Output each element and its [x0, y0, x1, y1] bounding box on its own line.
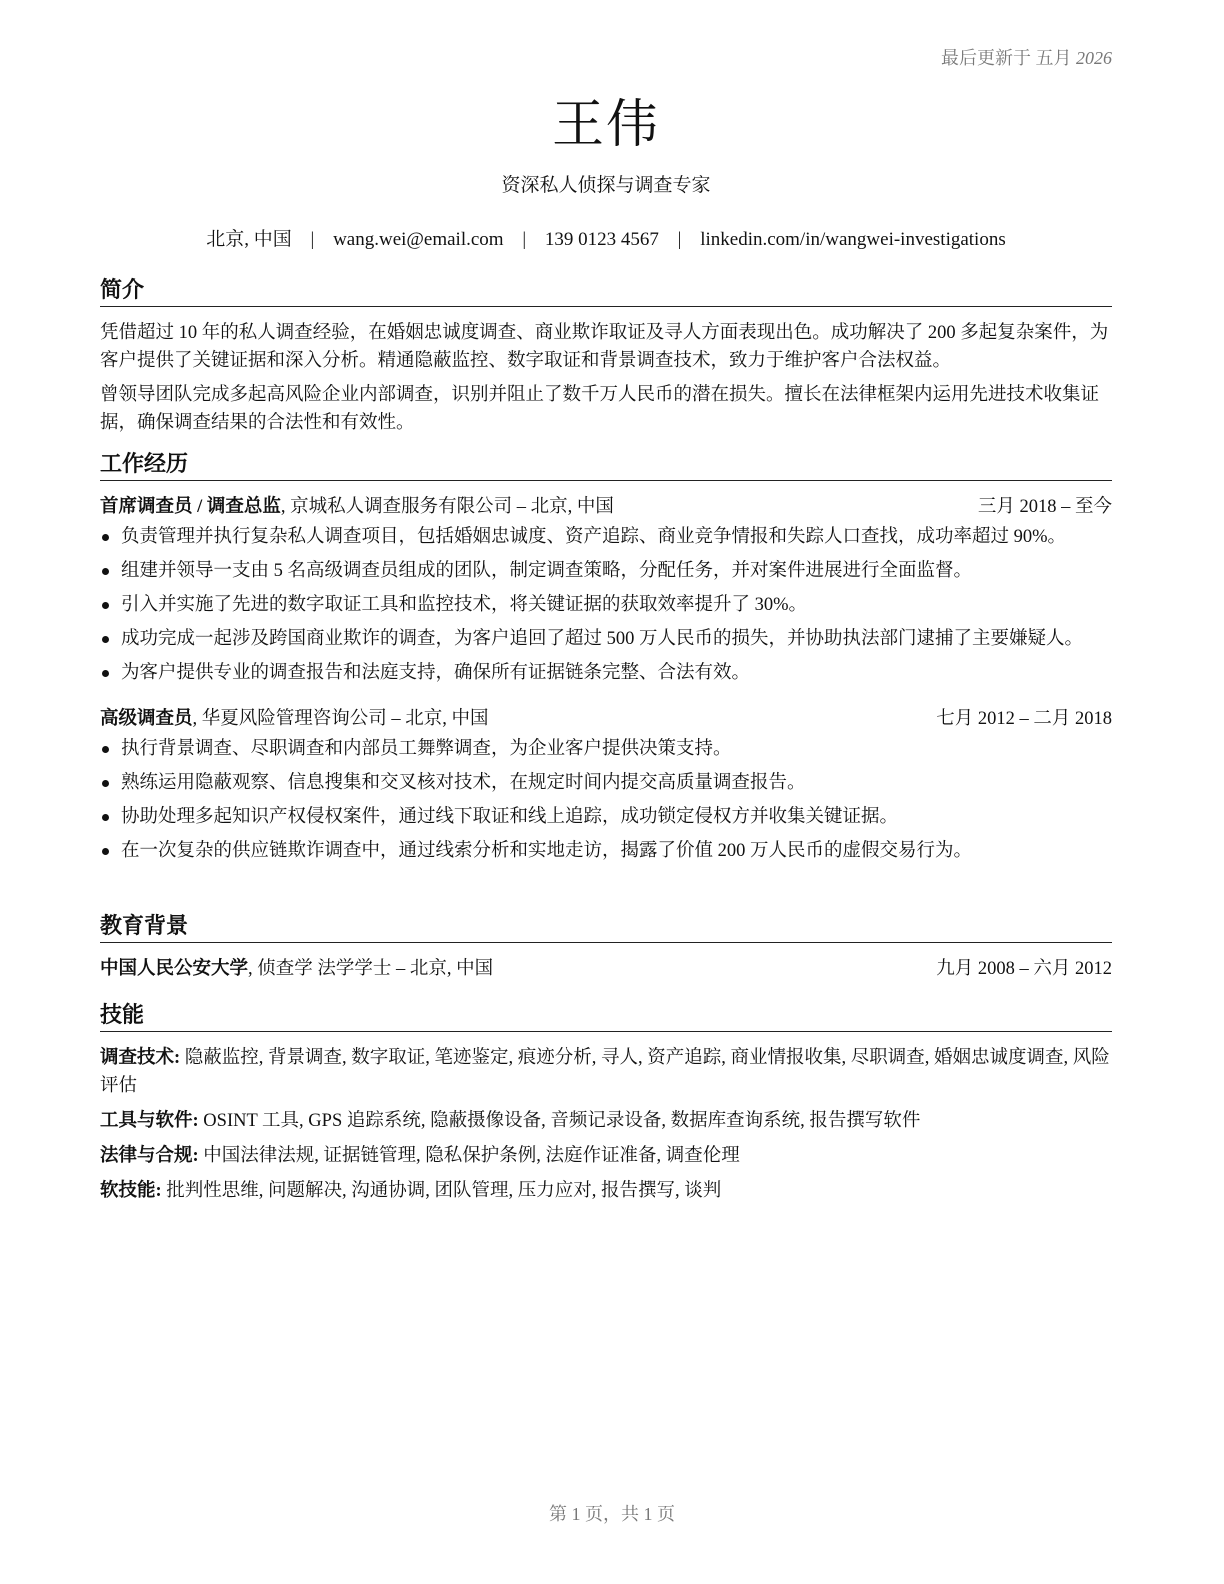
- list-item: [100, 837, 1112, 865]
- bullet-text: 熟练运用隐蔽观察、信息搜集和交叉核对技术，在规定时间内提交高质量调查报告。: [121, 773, 806, 793]
- list-item: [100, 769, 1112, 797]
- bullet-text: 组建并领导一支由 5 名高级调查员组成的团队，制定调查策略，分配任务，并对案件进展进行全面监督。: [121, 561, 973, 581]
- bullet-text: 协助处理多起知识产权侵权案件，通过线下取证和线上追踪，成功锁定侵权方并收集关键证据。: [121, 807, 899, 827]
- job-role: 高级调查员: [100, 709, 193, 729]
- skill-value: OSINT 工具, GPS 追踪系统, 隐蔽摄像设备, 音频记录设备, 数据库查询系统, 报告撰写软件: [198, 1111, 921, 1131]
- skill-row: [100, 1107, 1112, 1135]
- bullet-text: 负责管理并执行复杂私人调查项目，包括婚姻忠诚度、资产追踪、商业竞争情报和失踪人口查找，成功率超过 90%。: [121, 527, 1067, 547]
- summary-title: 简介: [100, 277, 1112, 307]
- contact-email[interactable]: wang.wei@email.com: [333, 229, 504, 250]
- skills-title: 技能: [100, 1002, 1112, 1032]
- skill-label: 工具与软件:: [100, 1111, 199, 1131]
- bullet-icon: [102, 670, 109, 677]
- contact-linkedin[interactable]: linkedin.com/in/wangwei-investigations: [700, 229, 1006, 250]
- bullet-text: 执行背景调查、尽职调查和内部员工舞弊调查，为企业客户提供决策支持。: [121, 739, 732, 759]
- job-dates: 七月 2012 – 二月 2018: [936, 709, 1112, 729]
- list-item: [100, 523, 1112, 551]
- job-header: [100, 705, 1112, 733]
- education-section: [100, 913, 1112, 983]
- education-title: 教育背景: [100, 913, 1112, 943]
- job-bullets: [100, 523, 1112, 687]
- bullet-icon: [102, 568, 109, 575]
- job-role-org: [100, 705, 489, 733]
- contact-phone: 139 0123 4567: [544, 229, 659, 250]
- job-header: [100, 493, 1112, 521]
- bullet-icon: [102, 534, 109, 541]
- education-entry: [100, 955, 1112, 983]
- candidate-name: 王伟: [551, 95, 660, 155]
- bullet-text: 成功完成一起涉及跨国商业欺诈的调查，为客户追回了超过 500 万人民币的损失，并协助执法部门逮捕了主要嫌疑人。: [121, 629, 1084, 649]
- bullet-icon: [102, 636, 109, 643]
- resume-page: [100, 0, 1112, 1584]
- bullet-icon: [102, 848, 109, 855]
- contact-separator: |: [522, 229, 527, 250]
- skill-row: [100, 1142, 1112, 1170]
- skill-row: [100, 1044, 1112, 1100]
- contact-separator: |: [677, 229, 682, 250]
- bullet-text: 引入并实施了先进的数字取证工具和监控技术，将关键证据的获取效率提升了 30%。: [121, 595, 808, 615]
- summary-paragraph: 凭借超过 10 年的私人调查经验，在婚姻忠诚度调查、商业欺诈取证及寻人方面表现出色。成功解决了 200 多起复杂案件，为客户提供了关键证据和深入分析。精通隐蔽监控、数字取证和背景调查技术，致力于维护客户合法权益。: [100, 323, 1109, 371]
- job-role: 首席调查员 / 调查总监: [100, 497, 281, 517]
- list-item: [100, 557, 1112, 585]
- last-updated-year: 2026: [1076, 48, 1112, 68]
- education-detail: , 侦查学 法学学士 – 北京, 中国: [248, 959, 494, 979]
- skill-value: 隐蔽监控, 背景调查, 数字取证, 笔迹鉴定, 痕迹分析, 寻人, 资产追踪, 商业情报收集, 尽职调查, 婚姻忠诚度调查, 风险评估: [100, 1048, 1110, 1096]
- skill-label: 调查技术:: [100, 1048, 181, 1068]
- bullet-icon: [102, 602, 109, 609]
- list-item: [100, 659, 1112, 687]
- list-item: [100, 625, 1112, 653]
- bullet-icon: [102, 746, 109, 753]
- contact-location: 北京, 中国: [206, 229, 292, 250]
- skills-section: [100, 1002, 1112, 1212]
- experience-section: [100, 451, 1112, 871]
- job-org: , 京城私人调查服务有限公司 – 北京, 中国: [280, 497, 614, 517]
- skill-value: 批判性思维, 问题解决, 沟通协调, 团队管理, 压力应对, 报告撰写, 谈判: [161, 1181, 722, 1201]
- experience-title: 工作经历: [100, 451, 1112, 481]
- education-school-detail: [100, 955, 493, 983]
- job-entry: [100, 705, 1112, 865]
- job-role-org: [100, 493, 614, 521]
- job-dates: 三月 2018 – 至今: [977, 497, 1112, 517]
- bullet-text: 在一次复杂的供应链欺诈调查中，通过线索分析和实地走访，揭露了价值 200 万人民币的虚假交易行为。: [121, 841, 973, 861]
- education-school: 中国人民公安大学: [100, 959, 249, 979]
- bullet-icon: [102, 814, 109, 821]
- job-bullets: [100, 735, 1112, 865]
- last-updated-label: 最后更新于 五月: [941, 48, 1072, 68]
- page-number: 第 1 页，共 1 页: [549, 1504, 675, 1524]
- job-entry: [100, 493, 1112, 687]
- bullet-text: 为客户提供专业的调查报告和法庭支持，确保所有证据链条完整、合法有效。: [121, 663, 751, 683]
- list-item: [100, 803, 1112, 831]
- list-item: [100, 735, 1112, 763]
- contact-separator: |: [310, 229, 315, 250]
- list-item: [100, 591, 1112, 619]
- candidate-headline: 资深私人侦探与调查专家: [501, 175, 711, 196]
- summary-paragraph: 曾领导团队完成多起高风险企业内部调查，识别并阻止了数千万人民币的潜在损失。擅长在法律框架内运用先进技术收集证据，确保调查结果的合法性和有效性。: [100, 385, 1100, 433]
- summary-section: [100, 277, 1112, 443]
- contact-line: [100, 224, 1112, 251]
- bullet-icon: [102, 780, 109, 787]
- skill-value: 中国法律法规, 证据链管理, 隐私保护条例, 法庭作证准备, 调查伦理: [198, 1146, 740, 1166]
- skill-row: [100, 1177, 1112, 1205]
- skill-label: 法律与合规:: [100, 1146, 199, 1166]
- job-org: , 华夏风险管理咨询公司 – 北京, 中国: [192, 709, 489, 729]
- last-updated: [941, 44, 1112, 70]
- education-dates: 九月 2008 – 六月 2012: [936, 959, 1112, 979]
- skill-label: 软技能:: [100, 1181, 162, 1201]
